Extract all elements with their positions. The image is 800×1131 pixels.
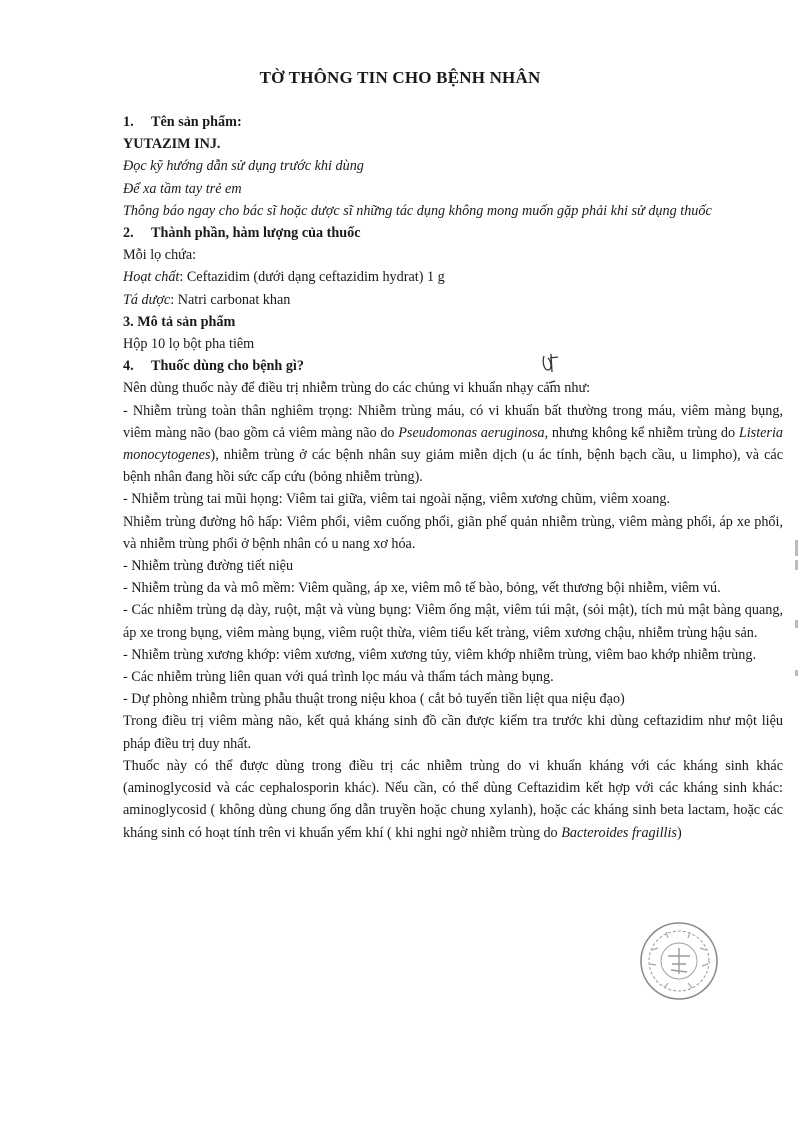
- scan-edge-mark: [795, 620, 798, 628]
- document-body: [123, 111, 783, 844]
- indication-systemic: - Nhiễm trùng toàn thân nghiêm trọng: Nhiễm trùng máu, có vi khuẩn bất thường trong máu, viêm màng bụng, viêm màng não (bao gồm cả viêm màng não do Pseudomonas aeruginosa, nhưng không kể nhiễm trùng do Listeria monocytogenes), nhiễm trùng ở các bệnh nhân suy giảm miễn dịch (u ác tính, bệnh bạch cầu, u limpho), và các bệnh nhân đang hồi sức cấp cứu (bỏng nhiễm trùng).: [123, 402, 783, 486]
- indication-prophylaxis: - Dự phòng nhiễm trùng phẫu thuật trong niệu khoa ( cắt bỏ tuyến tiền liệt qua niệu đạo): [123, 691, 625, 708]
- scan-edge-mark: [795, 540, 798, 556]
- product-description: Hộp 10 lọ bột pha tiêm: [123, 336, 255, 353]
- meningitis-note: Trong điều trị viêm màng não, kết quả kháng sinh đồ cần được kiểm tra trước khi dùng ceftazidim như một liệu pháp điều trị duy nhất.: [123, 713, 783, 752]
- warning-report-side-effects: Thông báo ngay cho bác sĩ hoặc dược sĩ những tác dụng không mong muốn gặp phải khi sử dụng thuốc: [123, 202, 712, 219]
- excipient: Tá dược: Natri carbonat khan: [123, 291, 291, 308]
- indication-urinary: - Nhiễm trùng đường tiết niệu: [123, 558, 294, 575]
- combination-note: Thuốc này có thể được dùng trong điều trị các nhiễm trùng do vi khuẩn kháng với các kháng sinh khác (aminoglycosid và các cephalosporin khác). Nếu cần, có thể dùng Ceftazidim kết hợp với các kháng sinh khác: aminoglycosid ( không dùng chung ống dẫn truyền hoặc chung xylanh), hoặc các kháng sinh beta lactam, hoặc các kháng sinh có hoạt tính trên vi khuẩn yếm khí ( khi nghi ngờ nhiễm trùng do Bacteroides fragillis): [123, 757, 783, 841]
- indication-skin: - Nhiễm trùng da và mô mềm: Viêm quầng, áp xe, viêm mô tế bào, bỏng, vết thương bội nhiễm, viêm vú.: [123, 580, 721, 597]
- indications-intro: Nên dùng thuốc này để điều trị nhiễm trùng do các chủng vi khuẩn nhạy cảm như:: [123, 380, 591, 397]
- page-title: TỜ THÔNG TIN CHO BỆNH NHÂN: [259, 68, 541, 87]
- handwritten-mark-icon: [540, 350, 562, 388]
- active-ingredient: Hoạt chất: Ceftazidim (dưới dạng ceftazidim hydrat) 1 g: [123, 269, 445, 286]
- scan-edge-mark: [795, 670, 798, 676]
- section-2-heading: 2. Thành phần, hàm lượng của thuốc: [123, 225, 361, 242]
- section-1-heading: 1. Tên sản phẩm:: [123, 114, 242, 130]
- indication-ent: - Nhiễm trùng tai mũi họng: Viêm tai giữa, viêm tai ngoài nặng, viêm xương chũm, viêm xoang.: [123, 491, 671, 508]
- indication-bone-joint: - Nhiễm trùng xương khớp: viêm xương, viêm xương tủy, viêm khớp nhiễm trùng, viêm bao khớp nhiễm trùng.: [123, 646, 757, 663]
- composition-intro: Mỗi lọ chứa:: [123, 247, 197, 264]
- section-4-heading: 4. Thuốc dùng cho bệnh gì?: [123, 358, 304, 375]
- stamp-seal-icon: [638, 920, 720, 1002]
- warning-read-instructions: Đọc kỹ hướng dẫn sử dụng trước khi dùng: [123, 158, 364, 175]
- section-3-heading: 3. Mô tả sản phẩm: [123, 313, 236, 330]
- indication-abdominal: - Các nhiễm trùng dạ dày, ruột, mật và vùng bụng: Viêm ống mật, viêm túi mật, (sỏi mật), tích mủ mật bàng quang, áp xe trong bụng, viêm màng bụng, viêm ruột thừa, viêm tiểu kết tràng, viêm xương chậu, nhiễm trùng hậu sản.: [123, 602, 783, 641]
- scan-edge-mark: [795, 560, 798, 570]
- product-name: YUTAZIM INJ.: [123, 136, 221, 153]
- warning-keep-away-children: Để xa tầm tay trẻ em: [123, 180, 242, 197]
- indication-respiratory: Nhiễm trùng đường hô hấp: Viêm phổi, viêm cuống phổi, giãn phế quản nhiễm trùng, viêm màng phổi, áp xe phổi, và nhiễm trùng phổi ở bệnh nhân có u nang xơ hóa.: [123, 513, 783, 552]
- indication-dialysis: - Các nhiễm trùng liên quan với quá trình lọc máu và thẩm tách màng bụng.: [123, 669, 554, 686]
